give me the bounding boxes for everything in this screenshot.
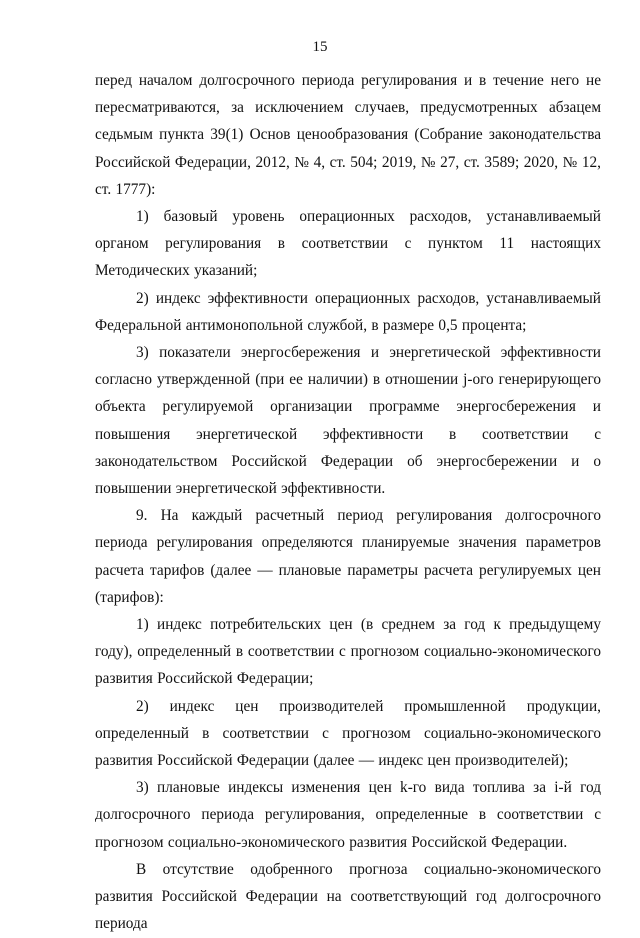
paragraph-clause-9-item-1: 1) индекс потребительских цен (в среднем за год к предыдущему году), определенный в соответствии с прогнозом социально-экономического развития Российской Федерации;: [95, 616, 601, 688]
paragraph-item-2-efficiency-index: 2) индекс эффективности операционных расходов, устанавливаемый Федеральной антимонопольной службой, в размере 0,5 процента;: [95, 289, 601, 334]
paragraph-clause-9-item-2: 2) индекс цен производителей промышленной продукции, определенный в соответствии с прогнозом социально-экономического развития Российской Федерации (далее — индекс цен производителей);: [95, 697, 601, 770]
paragraph-item-3-energy-saving: 3) показатели энергосбережения и энергетической эффективности согласно утвержденной (при ее наличии) в отношении j-ого генерирующего объекта регулируемой организации программе энергосбережения и повышения энергетической эффективности в соответствии с законодательством Российской Федерации об энергосбережении и о повышении энергетической эффективности.: [95, 344, 601, 498]
page-number: 15: [312, 39, 328, 55]
document-body: [95, 67, 601, 938]
paragraph-clause-9: 9. На каждый расчетный период регулирования долгосрочного периода регулирования определяются планируемые значения параметров расчета тарифов (далее — плановые параметры расчета регулируемых цен (тарифов):: [95, 507, 601, 606]
paragraph-continuation: перед началом долгосрочного периода регулирования и в течение него не пересматриваются, за исключением случаев, предусмотренных абзацем седьмым пункта 39(1) Основ ценообразования (Собрание законодательства Российской Федерации, 2012, № 4, ст. 504; 2019, № 27, ст. 3589; 2020, № 12, ст. 1777):: [95, 72, 601, 198]
paragraph-clause-9-item-3: 3) плановые индексы изменения цен k-го вида топлива за i-й год долгосрочного периода регулирования, определенные в соответствии с прогнозом социально-экономического развития Российской Федерации.: [95, 779, 601, 851]
paragraph-item-1-base-opex: 1) базовый уровень операционных расходов, устанавливаемый органом регулирования в соответствии с пунктом 11 настоящих Методических указаний;: [95, 208, 601, 280]
paragraph-forecast-absence: В отсутствие одобренного прогноза социально-экономического развития Российской Федерации на соответствующий год долгосрочного периода: [95, 860, 601, 933]
